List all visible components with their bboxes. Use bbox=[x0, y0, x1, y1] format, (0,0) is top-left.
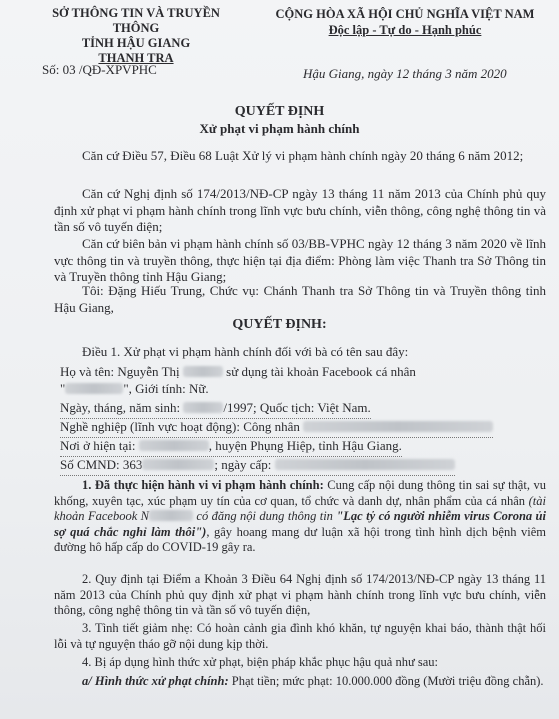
agency-line-3: THANH TRA bbox=[98, 51, 174, 65]
item-2-regulation: 2. Quy định tại Điểm a Khoản 3 Điều 64 Nghị định số 174/2013/NĐ-CP ngày 13 tháng 11 năm 2013 của Chính phủ quy định xử phạt vi phạm hành chính trong lĩnh vực bưu chính, viễn thông, công nghệ thông tin và tần số vô tuyến điện, bbox=[54, 572, 546, 617]
agency-line-1: SỞ THÔNG TIN VÀ TRUYỀN THÔNG bbox=[52, 6, 220, 35]
redacted-dob bbox=[183, 402, 223, 413]
issue-date: Hậu Giang, ngày 12 tháng 3 năm 2020 bbox=[303, 66, 507, 81]
redacted-issue-date bbox=[275, 459, 455, 470]
national-motto: Độc lập - Tự do - Hạnh phúc bbox=[328, 23, 482, 37]
redacted-address bbox=[139, 440, 209, 451]
redacted-name bbox=[183, 366, 223, 377]
issuing-agency-header bbox=[36, 6, 236, 66]
redacted-job bbox=[303, 421, 493, 432]
redacted-facebook bbox=[149, 510, 193, 521]
field-job: Nghề nghiệp (lĩnh vực hoạt động): Công nhân bbox=[60, 419, 493, 438]
field-dob: Ngày, tháng, năm sinh: /1997; Quốc tịch: Việt Nam. bbox=[60, 400, 371, 419]
field-gender: " ", Giới tính: Nữ. bbox=[60, 381, 209, 396]
national-title: CỘNG HÒA XÃ HỘI CHỦ NGHĨA VIỆT NAM bbox=[275, 7, 535, 21]
redacted-account bbox=[65, 383, 123, 394]
national-header bbox=[255, 6, 555, 38]
document-subtitle: Xử phạt vi phạm hành chính bbox=[199, 121, 360, 136]
item-3-mitigation: 3. Tình tiết giảm nhẹ: Có hoàn cảnh gia đình khó khăn, tự nguyện khai báo, thành thật hối lỗi và tự nguyện tháo gỡ nội dung kịp thời. bbox=[54, 621, 546, 651]
redacted-id bbox=[142, 459, 214, 470]
item-4a-main-penalty: a/ Hình thức xử phạt chính: Phạt tiền; mức phạt: 10.000.000 đồng (Mười triệu đồng chẵn). bbox=[82, 674, 544, 688]
preamble-4: Tôi: Đặng Hiếu Trung, Chức vụ: Chánh Thanh tra Sở Thông tin và Truyền thông tỉnh Hậu Giang, bbox=[54, 283, 546, 315]
decision-heading: QUYẾT ĐỊNH: bbox=[232, 317, 327, 332]
preamble-2: Căn cứ Nghị định số 174/2013/NĐ-CP ngày 13 tháng 11 năm 2013 của Chính phủ quy định xử phạt vi phạm hành chính trong lĩnh vực bưu chính, viễn thông, công nghệ thông tin và tần số vô tuyến điện; bbox=[54, 186, 546, 234]
field-id: Số CMND: 363 ; ngày cấp: bbox=[60, 457, 455, 476]
preamble-3: Căn cứ biên bản vi phạm hành chính số 03/BB-VPHC ngày 12 tháng 3 năm 2020 về lĩnh vực thông tin và truyền thông, thực hiện tại địa điểm: Phòng làm việc Thanh tra Sở Thông tin và Truyền thông tỉnh Hậu Giang; bbox=[54, 236, 546, 284]
article-1-intro: Điều 1. Xử phạt vi phạm hành chính đối với bà có tên sau đây: bbox=[82, 344, 409, 359]
document-number: Số: 03 /QĐ-XPVPHC bbox=[42, 62, 157, 77]
preamble-1: Căn cứ Điều 57, Điều 68 Luật Xử lý vi phạm hành chính ngày 20 tháng 6 năm 2012; bbox=[82, 148, 524, 163]
field-address: Nơi ở hiện tại: , huyện Phụng Hiệp, tỉnh Hậu Giang. bbox=[60, 438, 402, 457]
document-title: QUYẾT ĐỊNH bbox=[234, 104, 325, 119]
item-4-penalty-intro: 4. Bị áp dụng hình thức xử phạt, biện pháp khắc phục hậu quả như sau: bbox=[82, 655, 439, 669]
item-1-violation: 1. Đã thực hiện hành vi vi phạm hành chính: Cung cấp nội dung thông tin sai sự thật, vu khống, xuyên tạc, xúc phạm uy tín của cơ quan, tổ chức và danh dự, nhân phẩm của cá nhân (tài khoản Facebook N có đăng nội dung thông tin "Lạc tỷ có người nhiễm virus Corona ủi sợ quá chắc nghỉ làm thôi"), gây hoang mang dư luận xã hội trong tình hình dịch bệnh viêm đường hô hấp cấp do COVID-19 gây ra. bbox=[54, 478, 546, 554]
agency-line-2: TỈNH HẬU GIANG bbox=[81, 36, 191, 50]
field-name: Họ và tên: Nguyễn Thị sử dụng tài khoản Facebook cá nhân bbox=[60, 364, 416, 379]
